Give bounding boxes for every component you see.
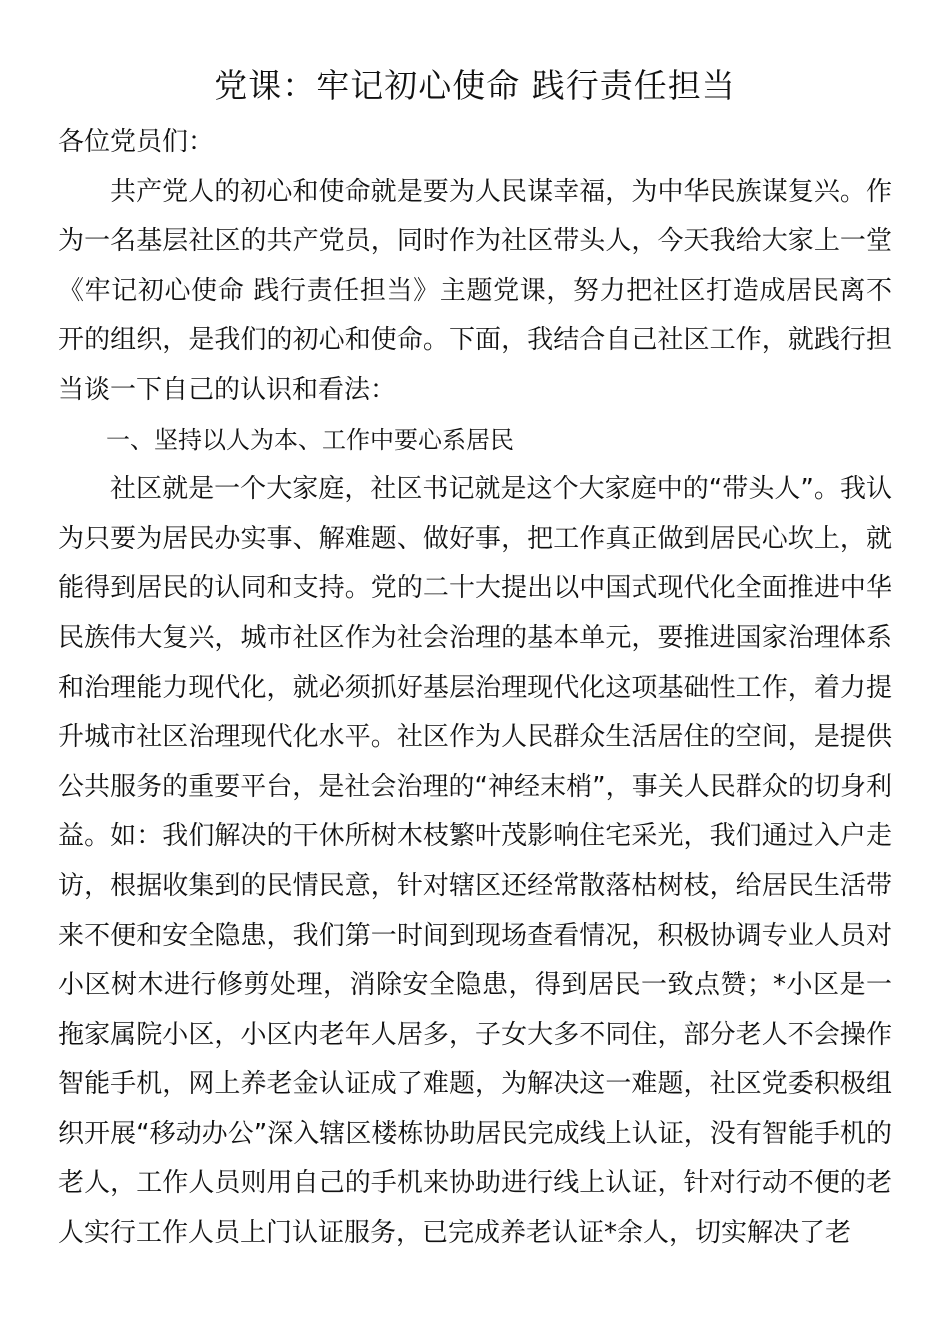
section-heading: 一、坚持以人为本、工作中要心系居民	[106, 425, 514, 454]
salutation: 各位党员们：	[58, 127, 215, 157]
document-title: 党课：牢记初心使命 践行责任担当	[214, 66, 736, 105]
document-body	[58, 118, 892, 1259]
section-paragraph: 社区就是一个大家庭，社区书记就是这个大家庭中的“带头人”。我认为只要为居民办实事、解难题、做好事，把工作真正做到居民心坎上，就能得到居民的认同和支持。党的二十大提出以中国式现代化全面推进中华民族伟大复兴，城市社区作为社会治理的基本单元，要推进国家治理体系和治理能力现代化，就必须抓好基层治理现代化这项基础性工作，着力提升城市社区治理现代化水平。社区作为人民群众生活居住的空间，是提供公共服务的重要平台，是社会治理的“神经末梢”，事关人民群众的切身利益。如：我们解决的干休所树木枝繁叶茂影响住宅采光，我们通过入户走访，根据收集到的民情民意，针对辖区还经常散落枯树枝，给居民生活带来不便和安全隐患，我们第一时间到现场查看情况，积极协调专业人员对小区树木进行修剪处理，消除安全隐患，得到居民一致点赞；*小区是一拖家属院小区，小区内老年人居多，子女大多不同住，部分老人不会操作智能手机，网上养老金认证成了难题，为解决这一难题，社区党委积极组织开展“移动办公”深入辖区楼栋协助居民完成线上认证，没有智能手机的老人，工作人员则用自己的手机来协助进行线上认证，针对行动不便的老人实行工作人员上门认证服务，已完成养老认证*余人，切实解决了老	[58, 474, 892, 1249]
intro-paragraph: 共产党人的初心和使命就是要为人民谋幸福，为中华民族谋复兴。作为一名基层社区的共产党员，同时作为社区带头人，今天我给大家上一堂《牢记初心使命 践行责任担当》主题党课，努力把社区打造成居民离不开的组织，是我们的初心和使命。下面，我结合自己社区工作，就践行担当谈一下自己的认识和看法：	[58, 176, 892, 405]
